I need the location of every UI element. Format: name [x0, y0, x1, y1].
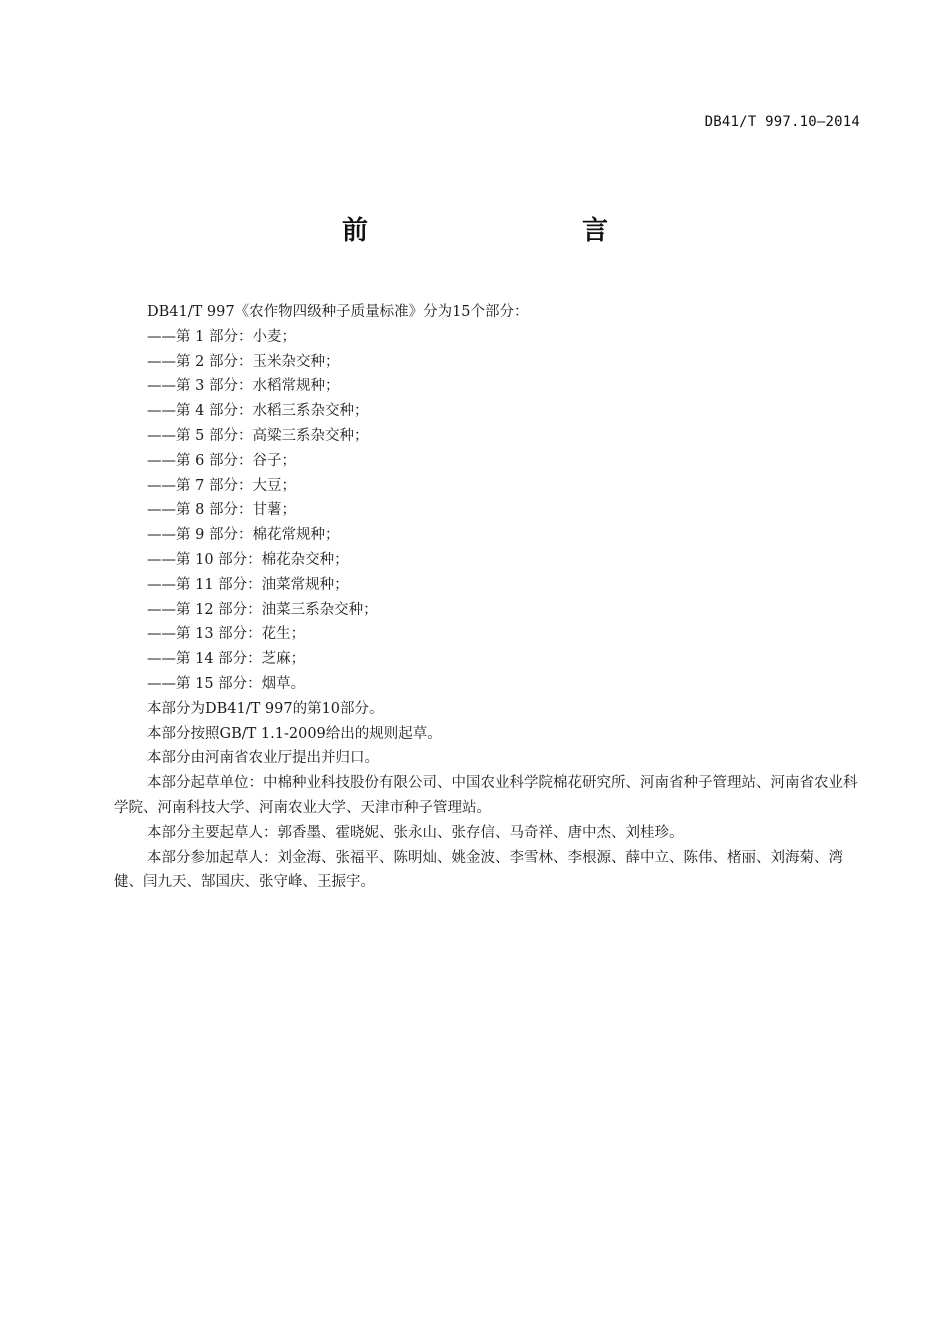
list-item: ——第 5 部分：高粱三系杂交种； [147, 427, 369, 444]
list-item: ——第 1 部分：小麦； [147, 328, 296, 345]
list-item: ——第 10 部分：棉花杂交种； [147, 551, 349, 568]
list-item: ——第 6 部分：谷子； [147, 452, 296, 469]
page-title: 前 言 [341, 216, 662, 246]
list-item: ——第 3 部分：水稻常规种； [147, 378, 340, 395]
part-note-paragraph: 本部分为DB41/T 997的第10部分。 [147, 700, 384, 717]
list-item: ——第 15 部分：烟草。 [147, 675, 306, 692]
main-drafters-paragraph: 本部分主要起草人：郭香墨、霍晓妮、张永山、张存信、马奇祥、唐中杰、刘桂珍。 [147, 824, 684, 841]
list-item: ——第 11 部分：油菜常规种； [147, 576, 349, 593]
list-item: ——第 8 部分：甘薯； [147, 502, 296, 519]
parts-list [114, 325, 870, 697]
list-item: ——第 14 部分：芝麻； [147, 651, 306, 668]
preface-body [114, 300, 870, 895]
document-code: DB41/T 997.10—2014 [704, 114, 860, 130]
list-item: ——第 4 部分：水稻三系杂交种； [147, 403, 369, 420]
list-item: ——第 13 部分：花生； [147, 626, 306, 643]
rules-paragraph: 本部分按照GB/T 1.1-2009给出的规则起草。 [147, 725, 442, 742]
list-item: ——第 12 部分：油菜三系杂交种； [147, 601, 378, 618]
drafting-units-paragraph: 本部分起草单位：中棉种业科技股份有限公司、中国农业科学院棉花研究所、河南省种子管理站、河南省农业科学院、河南科技大学、河南农业大学、天津市种子管理站。 [114, 775, 858, 816]
list-item: ——第 9 部分：棉花常规种； [147, 527, 340, 544]
intro-paragraph: DB41/T 997《农作物四级种子质量标准》分为15个部分： [147, 304, 529, 320]
proposer-paragraph: 本部分由河南省农业厅提出并归口。 [147, 750, 379, 767]
list-item: ——第 7 部分：大豆； [147, 477, 296, 494]
participating-drafters-paragraph: 本部分参加起草人：刘金海、张福平、陈明灿、姚金波、李雪林、李根源、薛中立、陈伟、楮丽、刘海菊、湾健、闫九天、郜国庆、张守峰、王振宇。 [114, 849, 843, 891]
list-item: ——第 2 部分：玉米杂交种； [147, 353, 340, 370]
